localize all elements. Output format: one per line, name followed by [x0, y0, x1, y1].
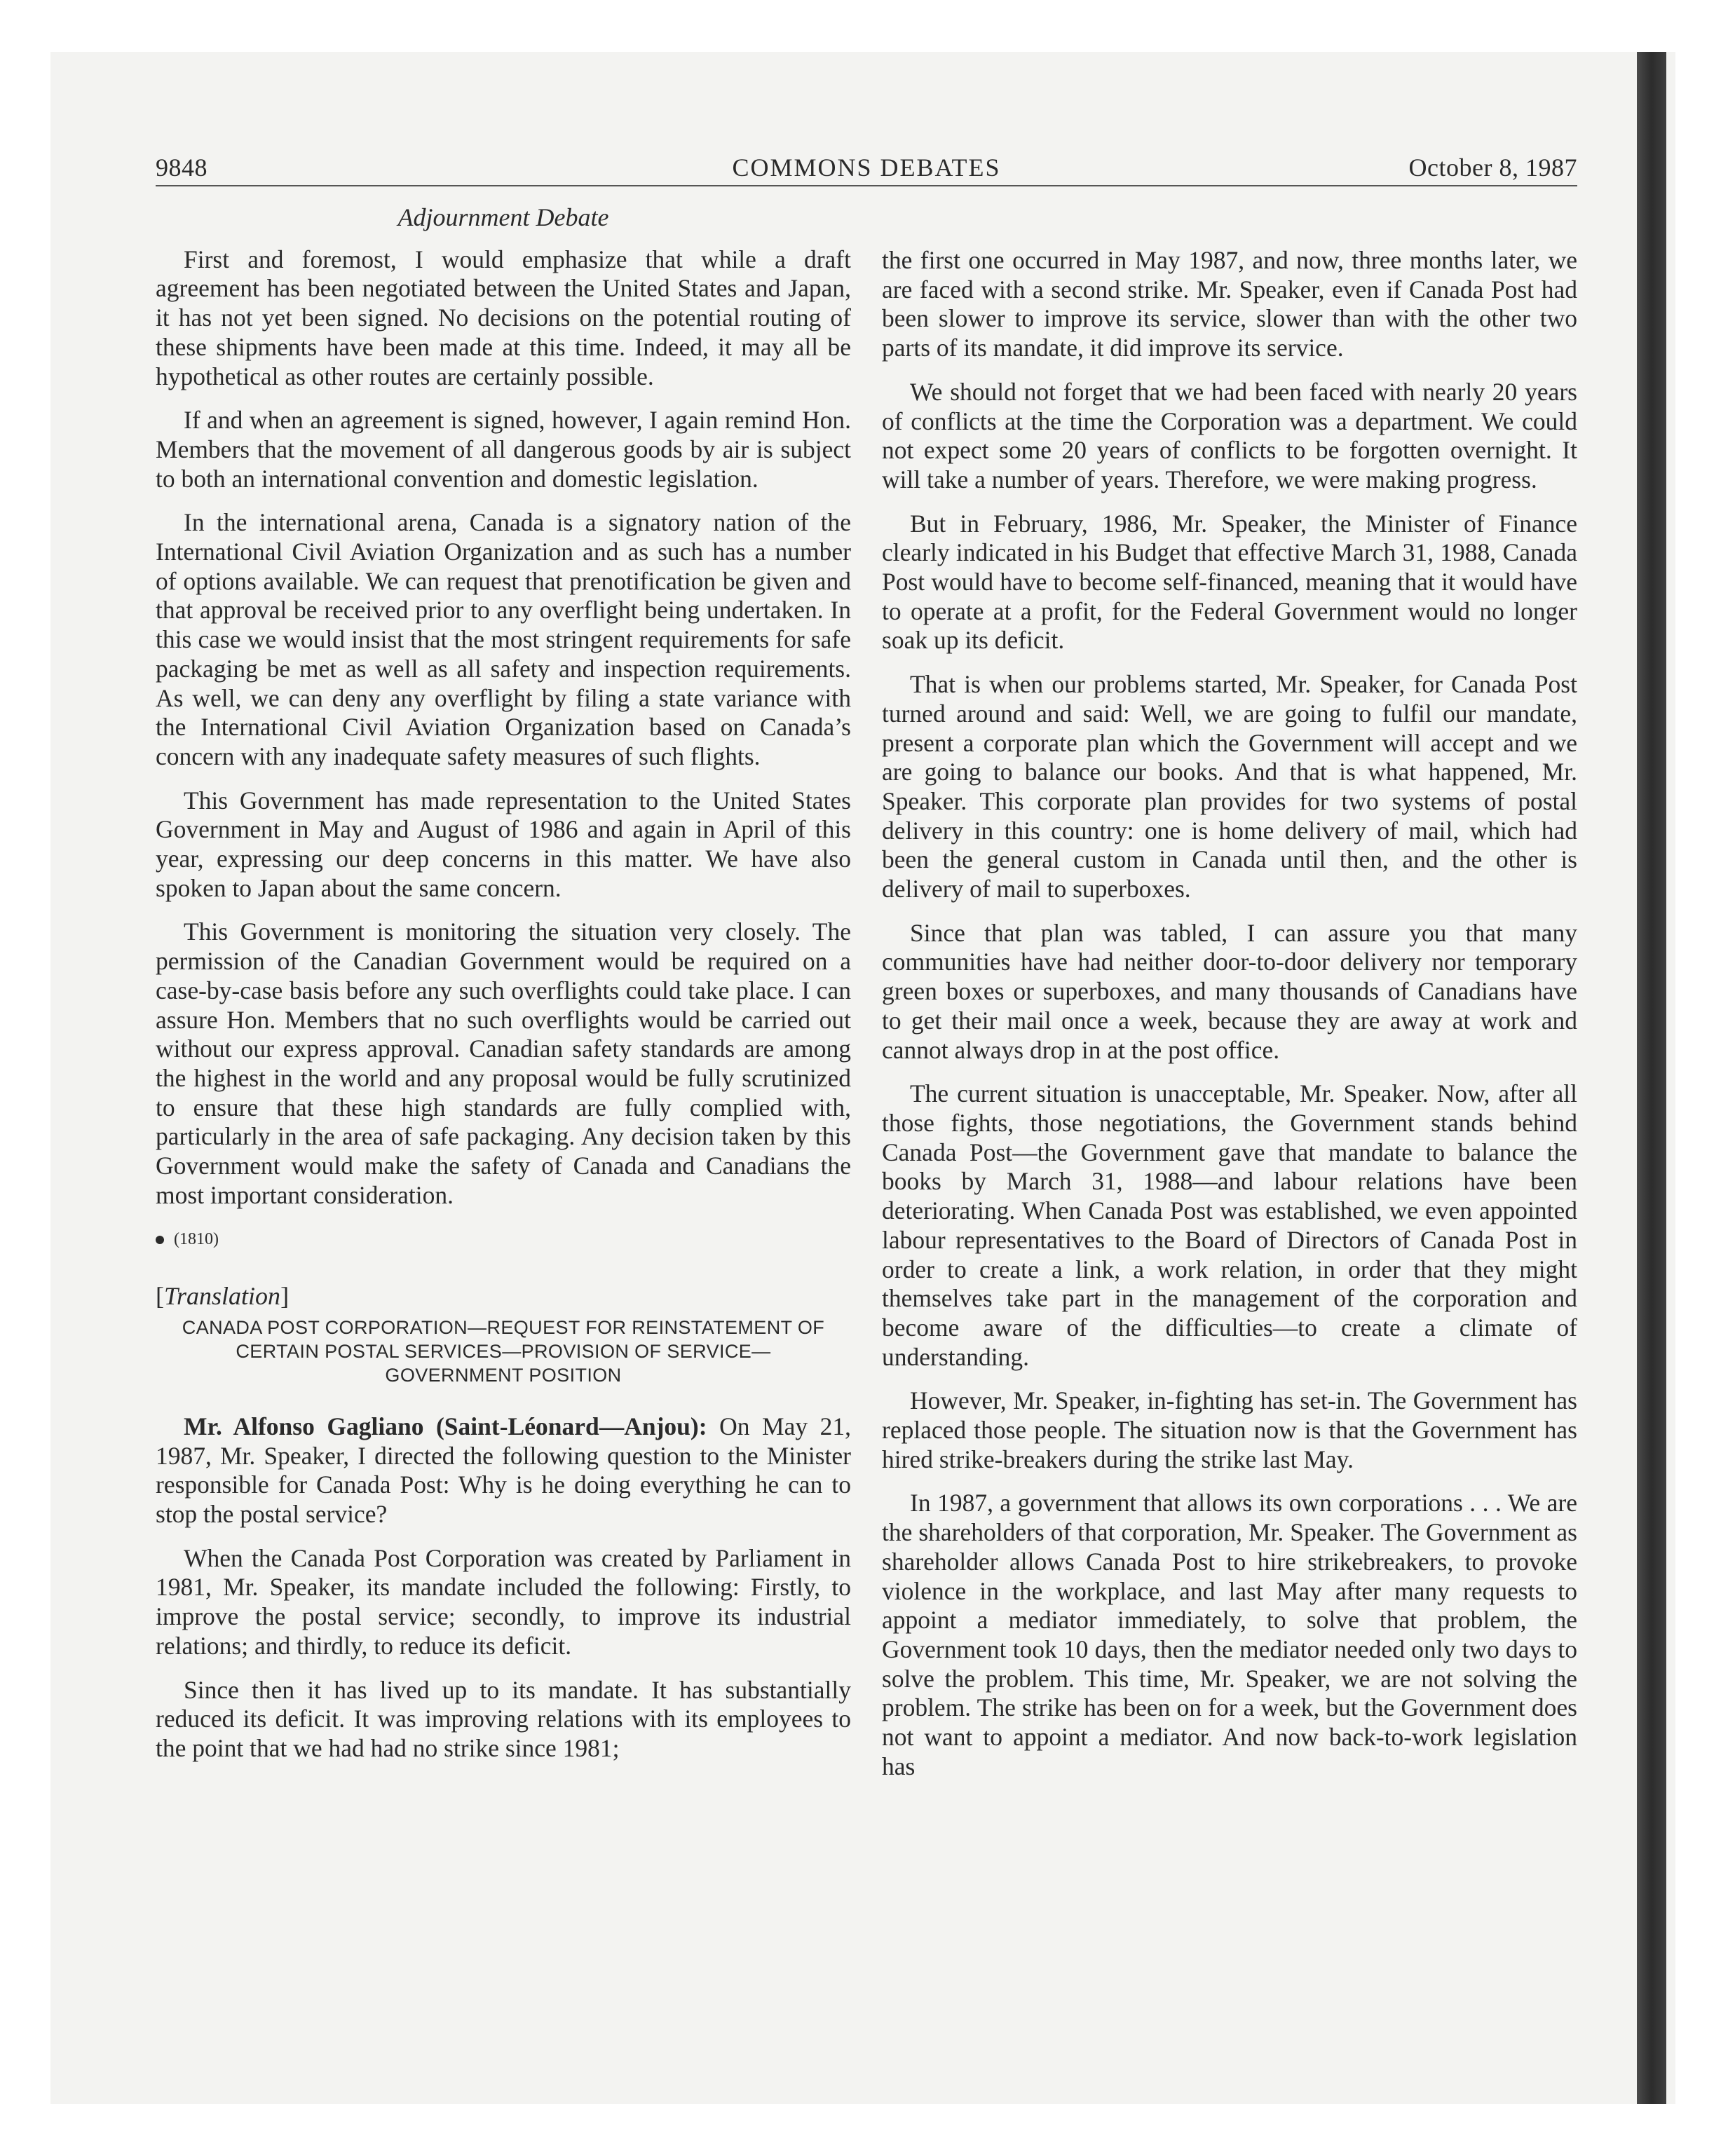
page-header	[156, 151, 1577, 186]
scan-binding-edge	[1637, 52, 1666, 2104]
paragraph: In 1987, a government that allows its own corporations . . . We are the shareholders of that corporation, Mr. Speaker. The Government as shareholder allows Canada Post to hire strikebreakers, to provoke violence in the workplace, and last May after many requests to appoint a mediator immediately, to solve that problem, the Government took 10 days, then the mediator needed only two days to solve the problem. This time, Mr. Speaker, we are not solving the problem. The strike has been on for a week, but the Government does not want to appoint a mediator. And now back-to-work legislation has	[882, 1489, 1577, 1780]
translation-label-text: Translation	[164, 1282, 281, 1311]
paragraph: But in February, 1986, Mr. Speaker, the Minister of Finance clearly indicated in his Budget that effective March 31, 1988, Canada Post would have to become self-financed, meaning that it would have to operate at a profit, for the Federal Government would no longer soak up its deficit.	[882, 509, 1577, 655]
publication-title: COMMONS DEBATES	[732, 153, 1001, 182]
paragraph: First and foremost, I would emphasize that while a draft agreement has been negotiated between the United States and Japan, it has not yet been signed. No decisions on the potential routing of these shipments have been made at this time. Indeed, it may all be hypothetical as other routes are certainly possible.	[156, 245, 851, 390]
debate-heading: CANADA POST CORPORATION—REQUEST FOR REINSTATEMENT OF CERTAIN POSTAL SERVICES—PROVISION OF SERVICE— GOVERNMENT POSITION	[182, 1316, 825, 1386]
speaker-name: Mr. Alfonso Gagliano (Saint-Léonard—Anjou):	[184, 1412, 707, 1440]
section-title: Adjournment Debate	[397, 203, 609, 231]
page-date: October 8, 1987	[1408, 153, 1577, 182]
page-number: 9848	[156, 153, 207, 182]
paragraph: We should not forget that we had been faced with nearly 20 years of conflicts at the time the Corporation was a department. We could not expect some 20 years of conflicts to be forgotten overnight. It will take a number of years. Therefore, we were making progress.	[882, 377, 1577, 493]
speaker-text: On May 21, 1987, Mr. Speaker, I directed the following question to the Minister responsible for Canada Post: Why is he doing everything he can to stop the postal service?	[156, 1412, 851, 1529]
right-column	[882, 246, 1577, 1796]
paragraph: the first one occurred in May 1987, and now, three months later, we are faced with a second strike. Mr. Speaker, even if Canada Post had been slower to improve its service, slower than with the other two parts of its mandate, it did improve its service.	[882, 246, 1577, 362]
paragraph: If and when an agreement is signed, however, I again remind Hon. Members that the movement of all dangerous goods by air is subject to both an international convention and domestic legislation.	[156, 406, 851, 493]
speaker-paragraph	[156, 1412, 851, 1529]
bullet-dot-icon	[156, 1236, 164, 1244]
paragraph: In the international arena, Canada is a signatory nation of the International Civil Aviation Organization and as such has a number of options available. We can request that prenotification be given and that approval be received prior to any overflight being undertaken. In this case we would insist that the most stringent requirements for safe packaging be met as well as all safety and inspection requirements. As well, we can deny any overflight by filing a state variance with the International Civil Aviation Organization based on Canada’s concern with any inadequate safety measures of such flights.	[156, 508, 851, 770]
translation-label: [Translation]	[156, 1282, 290, 1311]
time-marker-text: (1810)	[174, 1229, 219, 1248]
paragraph: That is when our problems started, Mr. Speaker, for Canada Post turned around and said: Well, we are going to fulfil our mandate, present a corporate plan which the Government will accept and we are going to balance our books. And that is what happened, Mr. Speaker. This corporate plan provides for two systems of postal delivery in this country: one is home delivery of mail, which had been the general custom in Canada until then, and the other is delivery of mail to superboxes.	[882, 670, 1577, 903]
paragraph: This Government is monitoring the situation very closely. The permission of the Canadian Government would be required on a case-by-case basis before any such overflights could take place. I can assure Hon. Members that no such overflights would be carried out without our express approval. Canadian safety standards are among the highest in the world and any proposal would be fully scrutinized to ensure that these high standards are fully complied with, particularly in the area of safe packaging. Any decision taken by this Government would make the safety of Canada and Canadians the most important consideration.	[156, 917, 851, 1209]
paragraph: The current situation is unacceptable, Mr. Speaker. Now, after all those fights, those negotiations, the Government stands behind Canada Post—the Government gave that mandate to balance the books by March 31, 1988—and labour relations have been deteriorating. When Canada Post was established, we even appointed labour representatives to the Board of Directors of Canada Post in order to create a link, a work relation, in order that they might themselves take part in the management of the corporation and become aware of the difficulties—to create a climate of understanding.	[882, 1079, 1577, 1371]
left-column	[156, 203, 851, 1778]
paragraph: Since that plan was tabled, I can assure you that many communities have had neither door-to-door delivery nor temporary green boxes or superboxes, and many thousands of Canadians have to get their mail once a week, because they are away at work and cannot always drop in at the post office.	[882, 918, 1577, 1064]
time-marker	[156, 1225, 851, 1255]
paragraph: However, Mr. Speaker, in-fighting has set-in. The Government has replaced those people. The situation now is that the Government has hired strike-breakers during the strike last May.	[882, 1386, 1577, 1473]
paragraph: When the Canada Post Corporation was created by Parliament in 1981, Mr. Speaker, its mandate included the following: Firstly, to improve the postal service; secondly, to improve its industrial relations; and thirdly, to reduce its deficit.	[156, 1543, 851, 1660]
paragraph: Since then it has lived up to its mandate. It has substantially reduced its deficit. It was improving relations with its employees to the point that we had had no strike since 1981;	[156, 1675, 851, 1762]
paragraph: This Government has made representation to the United States Government in May and August of 1986 and again in April of this year, expressing our deep concerns in this matter. We have also spoken to Japan about the same concern.	[156, 786, 851, 902]
